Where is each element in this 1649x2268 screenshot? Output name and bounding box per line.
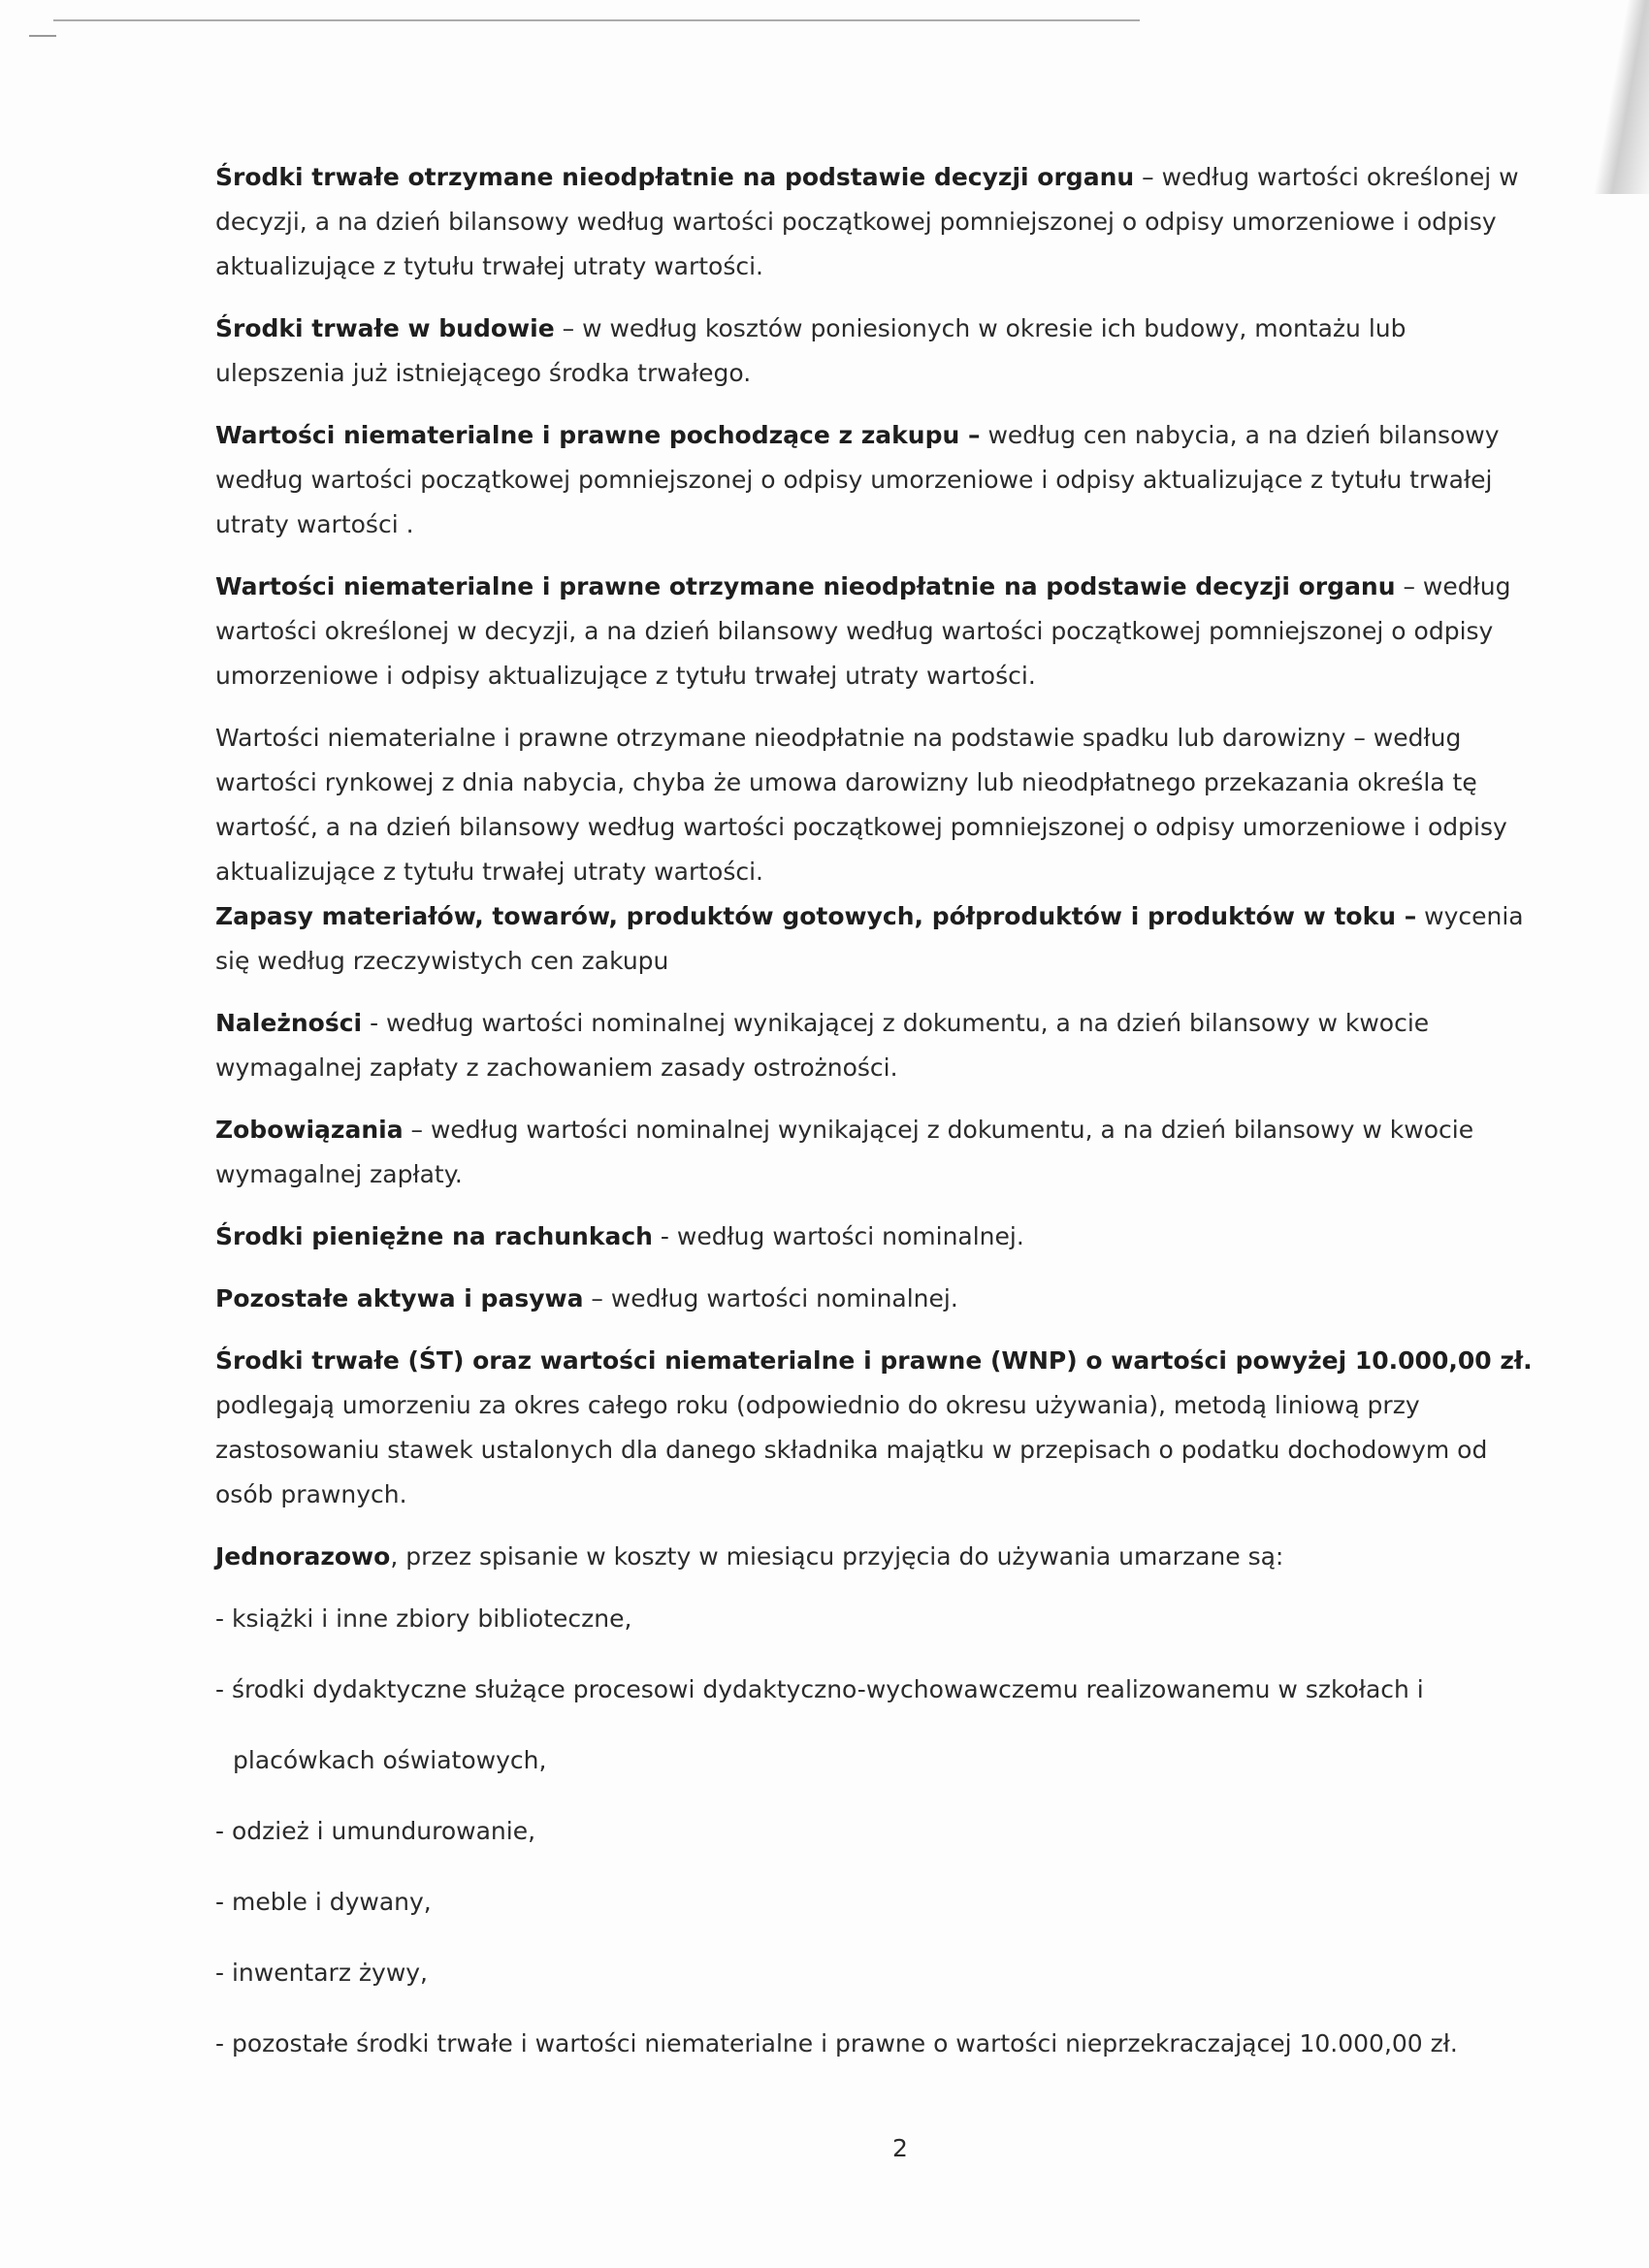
paragraph-zobowiazania (215, 1108, 1535, 1197)
paragraph-heading: Zobowiązania (215, 1116, 404, 1144)
list-item: - meble i dywany, (215, 1888, 432, 1916)
paragraph-heading: Wartości niematerialne i prawne otrzymane nieodpłatnie na podstawie decyzji organu (215, 572, 1396, 600)
paragraph-heading: Środki pieniężne na rachunkach (215, 1222, 653, 1250)
depreciation-list (215, 1597, 1535, 2066)
paragraph-text: wycenia się według rzeczywistych cen zakupu (215, 902, 1524, 975)
paragraph-pozostale (215, 1277, 1535, 1321)
list-item: - pozostałe środki trwałe i wartości niematerialne i prawne o wartości nieprzekraczającej 10.000,00 zł. (215, 2029, 1458, 2057)
paragraph-heading: Zapasy materiałów, towarów, produktów gotowych, półproduktów i produktów w toku – (215, 902, 1417, 930)
paragraph-heading: Środki trwałe otrzymane nieodpłatnie na podstawie decyzji organu (215, 163, 1135, 191)
paragraph-naleznosci (215, 1001, 1535, 1090)
paragraph-srodki-pieniezne (215, 1215, 1535, 1259)
list-item-continuation: placówkach oświatowych, (233, 1746, 547, 1774)
paragraph-heading: Środki trwałe (ŚT) oraz wartości niematerialne i prawne (WNP) o wartości powyżej 10.000,00 zł. (215, 1346, 1533, 1375)
paragraph-zapasy (215, 894, 1535, 984)
paragraph-st-decyzja (215, 155, 1535, 289)
paragraph-text: - według wartości nominalnej wynikającej z dokumentu, a na dzień bilansowy w kwocie wymagalnej zapłaty z zachowaniem zasady ostrożności. (215, 1009, 1430, 1082)
paragraph-text: – według wartości nominalnej. (583, 1284, 958, 1312)
paragraph-text: - według wartości nominalnej. (652, 1222, 1024, 1250)
paragraph-text: według cen nabycia, a na dzień bilansowy według wartości początkowej pomniejszonej o odpisy umorzeniowe i odpisy aktualizujące z tytułu trwałej utraty wartości . (215, 421, 1500, 538)
list-item: - środki dydaktyczne służące procesowi dydaktyczno-wychowawczemu realizowanemu w szkołach i (215, 1675, 1424, 1703)
paragraph-heading: Należności (215, 1009, 363, 1037)
paragraph-heading: Jednorazowo (215, 1542, 391, 1571)
paragraph-wnp-darowizna (215, 716, 1535, 894)
paragraph-wnp-zakup (215, 413, 1535, 547)
list-item: - odzież i umundurowanie, (215, 1817, 536, 1845)
document-body (215, 155, 1535, 2092)
paragraph-text: – według wartości określonej w decyzji, a na dzień bilansowy według wartości początkowej pomniejszonej o odpisy umorzeniowe i odpisy aktualizujące z tytułu trwałej utraty wartości. (215, 163, 1519, 280)
scan-artifact-left-mark (29, 35, 56, 37)
paragraph-text: – w według kosztów poniesionych w okresie ich budowy, montażu lub ulepszenia już istniejącego środka trwałego. (215, 314, 1406, 387)
paragraph-umorzenie (215, 1339, 1535, 1517)
paragraph-st-budowa (215, 307, 1535, 396)
list-item: - inwentarz żywy, (215, 1959, 429, 1987)
list-item: - książki i inne zbiory biblioteczne, (215, 1604, 632, 1633)
scan-artifact-right-edge (1591, 0, 1649, 194)
paragraph-text: – według wartości określonej w decyzji, a na dzień bilansowy według wartości początkowej pomniejszonej o odpisy umorzeniowe i odpisy aktualizujące z tytułu trwałej utraty wartości. (215, 572, 1511, 690)
paragraph-text: , przez spisanie w koszty w miesiącu przyjęcia do używania umarzane są: (390, 1542, 1284, 1571)
paragraph-jednorazowo (215, 1535, 1535, 1579)
page-number: 2 (892, 2134, 908, 2162)
paragraph-heading: Wartości niematerialne i prawne pochodzące z zakupu – (215, 421, 981, 449)
paragraph-text: Wartości niematerialne i prawne otrzymane nieodpłatnie na podstawie spadku lub darowizny – według wartości rynkowej z dnia nabycia, chyba że umowa darowizny lub nieodpłatnego przekazania określa tę wartość, a na dzień bilansowy według wartości początkowej pomniejszonej o odpisy umorzeniowe i odpisy aktualizujące z tytułu trwałej utraty wartości. (215, 724, 1507, 886)
paragraph-heading: Pozostałe aktywa i pasywa (215, 1284, 584, 1312)
paragraph-wnp-decyzja (215, 565, 1535, 698)
paragraph-text: podlegają umorzeniu za okres całego roku (odpowiednio do okresu używania), metodą liniową przy zastosowaniu stawek ustalonych dla danego składnika majątku w przepisach o podatku dochodowym od osób prawnych. (215, 1391, 1488, 1508)
paragraph-heading: Środki trwałe w budowie (215, 314, 555, 342)
paragraph-text: – według wartości nominalnej wynikającej z dokumentu, a na dzień bilansowy w kwocie wymagalnej zapłaty. (215, 1116, 1474, 1188)
scan-artifact-top-line (53, 19, 1140, 21)
